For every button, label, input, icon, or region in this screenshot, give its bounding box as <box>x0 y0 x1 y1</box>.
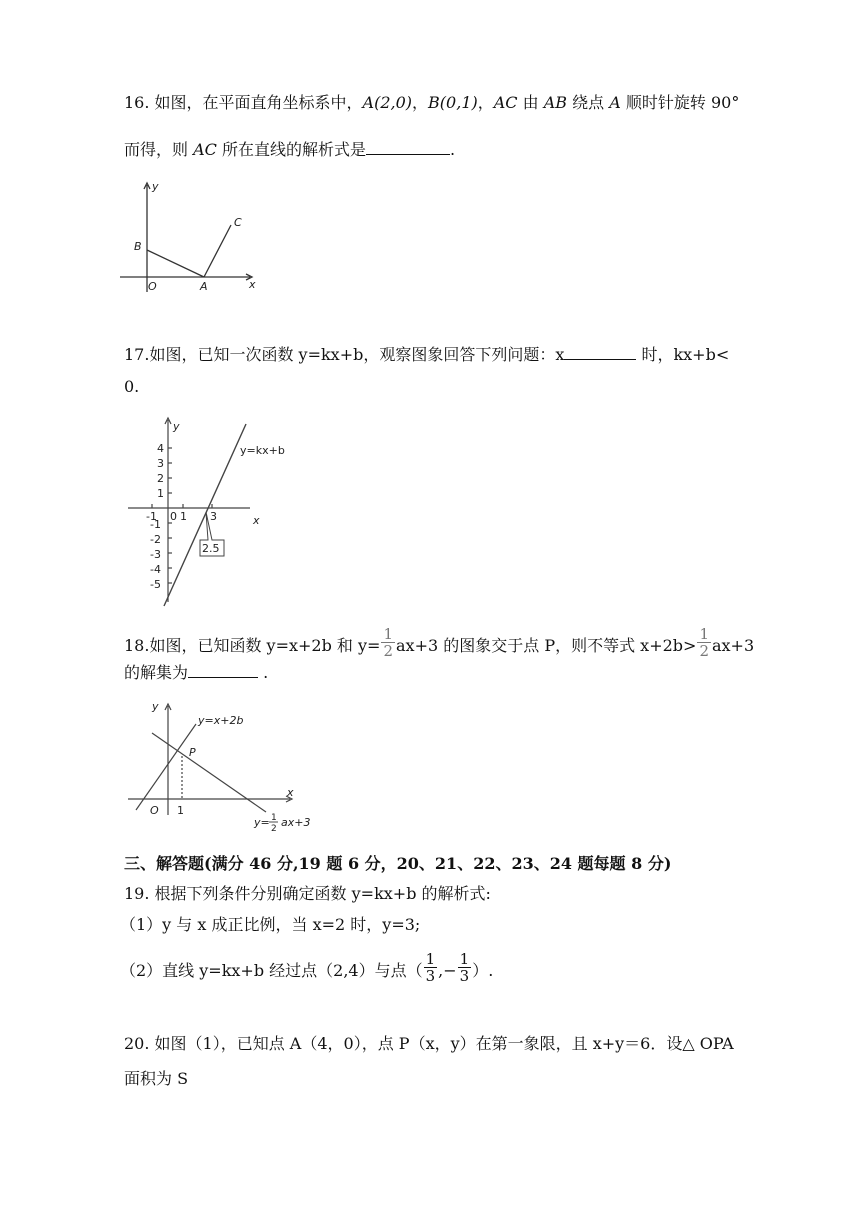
fig17-line-y-kx-b <box>164 424 246 606</box>
fig16-x-arrow <box>246 274 252 280</box>
fig16-y-arrow <box>144 183 150 189</box>
q18-fraction-2: $\frac{1}{2}$ <box>699 625 709 660</box>
fig17-tick-y-neg3: -3 <box>150 548 161 561</box>
fig17-tick-y-2: 2 <box>157 472 164 485</box>
q16-line2: 而得，则 AC 所在直线的解析式是 . <box>124 140 456 159</box>
fig16-point-b-label: B <box>134 240 142 253</box>
fig17-tick-y-neg1: -1 <box>150 518 161 531</box>
q18-answer-blank <box>188 663 258 678</box>
q16-answer-blank <box>366 140 450 155</box>
fig17-y-label: y <box>173 420 180 433</box>
fig18-equation-2-den: 2 <box>271 824 277 834</box>
fig17-callout-box <box>200 512 224 556</box>
fig16-y-label: y <box>152 180 159 193</box>
fig17-tick-y-3: 3 <box>157 457 164 470</box>
q18-line2: 的解集为 . <box>124 663 269 682</box>
fig16-origin-label: O <box>148 280 157 293</box>
fig18-equation-2-num: 1 <box>271 813 277 823</box>
fig18-y-label: y <box>152 700 159 713</box>
fig17-tick-y-neg4: -4 <box>150 563 161 576</box>
q19-part2: （2）直线 y=kx+b 经过点（2,4）与点（ $\frac{1}{3}$ ,− $\frac{1}{3}$ ）. <box>120 950 494 985</box>
fig17-tick-y-neg5: -5 <box>150 578 161 591</box>
fig18-equation-2-suffix: ax+3 <box>281 816 311 829</box>
fig18-equation-1: y=x+2b <box>198 714 244 727</box>
q17-line1: 17.如图，已知一次函数 y=kx+b，观察图象回答下列问题：x 时，kx+b< <box>124 345 730 364</box>
q16-point-a: A(2,0) <box>362 93 413 112</box>
fig18-tick-1: 1 <box>177 804 184 817</box>
q20-line1: 20. 如图（1），已知点 A（4，0），点 P（x，y）在第一象限，且 x+y＝6．设△ OPA <box>124 1034 734 1053</box>
q16-point-b: B(0,1) <box>428 93 478 112</box>
fig18-origin-label: O <box>150 804 159 817</box>
fig16-segment-ac <box>204 225 231 277</box>
fig18-point-p-label: P <box>189 746 196 759</box>
fig17-equation-label: y=kx+b <box>240 444 285 457</box>
fig18-x-label: x <box>287 786 294 799</box>
fig18-line-half-ax-3 <box>152 733 266 812</box>
fig18-equation-2-prefix: y= <box>254 816 270 829</box>
fig17-tick-x-3: 3 <box>210 510 217 523</box>
q17-answer-blank <box>564 345 636 360</box>
fig17-tick-x-1: 1 <box>180 510 187 523</box>
fig17-tick-x-neg1: -1 <box>146 510 157 523</box>
fig17-tick-y-1: 1 <box>157 487 164 500</box>
fig17-tick-y-4: 4 <box>157 442 164 455</box>
fig17-callout-label: 2.5 <box>202 542 220 555</box>
q19-part1: （1）y 与 x 成正比例，当 x=2 时，y=3; <box>120 915 421 934</box>
fig16-x-label: x <box>249 278 256 291</box>
q20-line2: 面积为 S <box>124 1069 189 1088</box>
q19-fraction-1: $\frac{1}{3}$ <box>425 950 436 985</box>
q17-line2: 0. <box>124 377 140 396</box>
q16-line1: 16. 如图，在平面直角坐标系中，A(2,0)，B(0,1)，AC 由 AB 绕点 A 顺时针旋转 90° <box>124 93 740 112</box>
fig17-zero-label: 0 <box>170 510 177 523</box>
fig17-x-label: x <box>253 514 260 527</box>
fig17-tick-y-neg2: -2 <box>150 533 161 546</box>
fig18-y-arrow <box>165 704 171 710</box>
fig16-segment-ab <box>147 250 204 277</box>
fig18-line-x-2b <box>136 724 196 810</box>
fig18-x-arrow <box>286 796 292 802</box>
q19-title: 19. 根据下列条件分别确定函数 y=kx+b 的解析式: <box>124 884 491 903</box>
fig17-y-arrow <box>165 418 171 424</box>
fig16-point-a-label: A <box>200 280 208 293</box>
fig16-point-c-label: C <box>234 216 242 229</box>
q18-fraction-1: $\frac{1}{2}$ <box>383 625 393 660</box>
section-3-heading: 三、解答题(满分 46 分,19 题 6 分，20、21、22、23、24 题每题 8 分) <box>124 854 672 873</box>
q18-line1: 18.如图，已知函数 y=x+2b 和 y= $\frac{1}{2}$ ax+3 的图象交于点 P，则不等式 x+2b> $\frac{1}{2}$ ax+3 <box>124 625 755 660</box>
q19-fraction-2: $\frac{1}{3}$ <box>459 950 470 985</box>
